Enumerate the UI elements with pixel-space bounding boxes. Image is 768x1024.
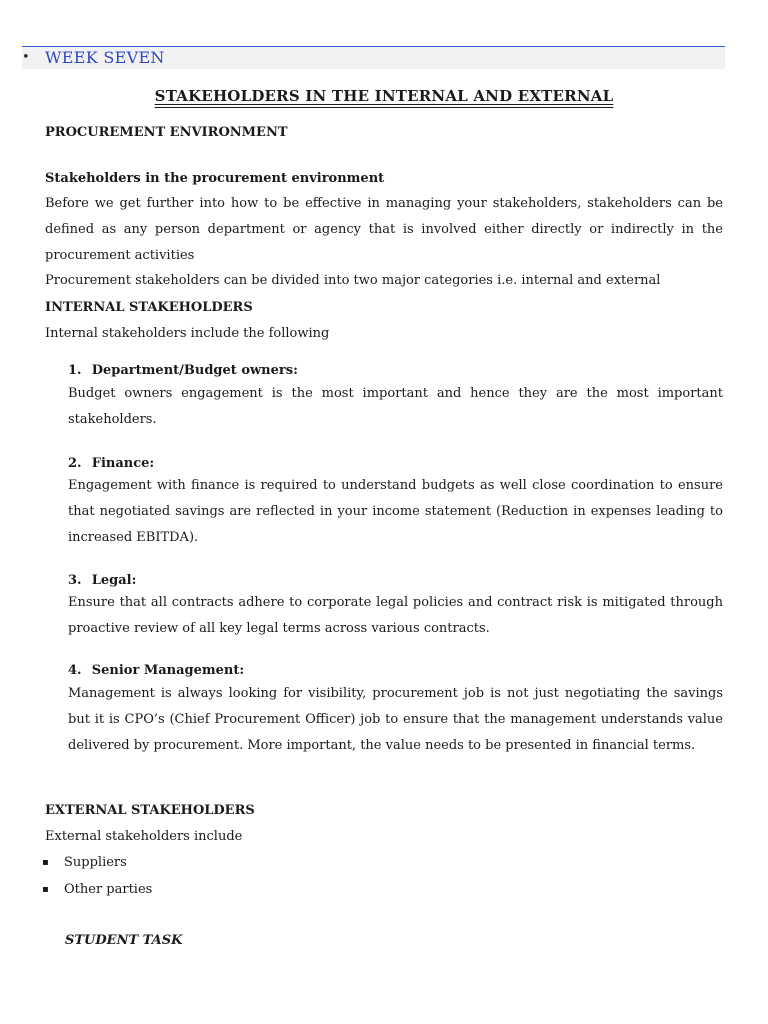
intro-paragraph: Before we get further into how to be effective in managing your stakeholders, stakeholders can be defined as any person department or agency that is involved either directly or indirectly in the procurement activities: [45, 196, 723, 263]
internal-item-1-text: Budget owners engagement is the most important and hence they are the most important stakeholders.: [68, 386, 723, 427]
section-subtitle: PROCUREMENT ENVIRONMENT: [45, 125, 288, 140]
categories-line: Procurement stakeholders can be divided into two major categories i.e. internal and external: [45, 273, 661, 288]
external-list: [42, 855, 342, 905]
internal-item-2-text: Engagement with finance is required to understand budgets as well close coordination to ensure that negotiated savings are reflected in your income statement (Reduction in expenses leading to increased EBITDA).: [68, 478, 723, 545]
external-intro: External stakeholders include: [45, 829, 243, 844]
week-heading: [22, 46, 725, 69]
internal-item-3-heading: 3. Legal:: [68, 573, 137, 588]
internal-item-4-text: Management is always looking for visibility, procurement job is not just negotiating the savings but it is CPO’s (Chief Procurement Officer) job to ensure that the management understands value delivered by procurement. More important, the value needs to be presented in financial terms.: [68, 686, 723, 753]
page-title: STAKEHOLDERS IN THE INTERNAL AND EXTERNAL: [154, 87, 614, 105]
list-item: ▪ Suppliers: [42, 855, 127, 870]
external-heading: EXTERNAL STAKEHOLDERS: [45, 803, 255, 818]
internal-item-2-heading: 2. Finance:: [68, 456, 155, 471]
list-bullet: ▪: [42, 884, 49, 895]
student-task-heading: STUDENT TASK: [65, 933, 183, 948]
list-bullet: ▪: [42, 857, 49, 868]
list-item: ▪ Other parties: [42, 882, 153, 897]
internal-item-3-text: Ensure that all contracts adhere to corporate legal policies and contract risk is mitigated through proactive review of all key legal terms across various contracts.: [68, 595, 723, 636]
internal-heading: INTERNAL STAKEHOLDERS: [45, 300, 253, 315]
week-label: WEEK SEVEN: [45, 48, 165, 67]
internal-item-1-heading: 1. Department/Budget owners:: [68, 363, 298, 378]
stakeholders-heading: Stakeholders in the procurement environment: [45, 171, 385, 186]
week-bullet: •: [22, 50, 30, 65]
internal-intro: Internal stakeholders include the following: [45, 326, 330, 341]
internal-item-4-heading: 4. Senior Management:: [68, 663, 245, 678]
